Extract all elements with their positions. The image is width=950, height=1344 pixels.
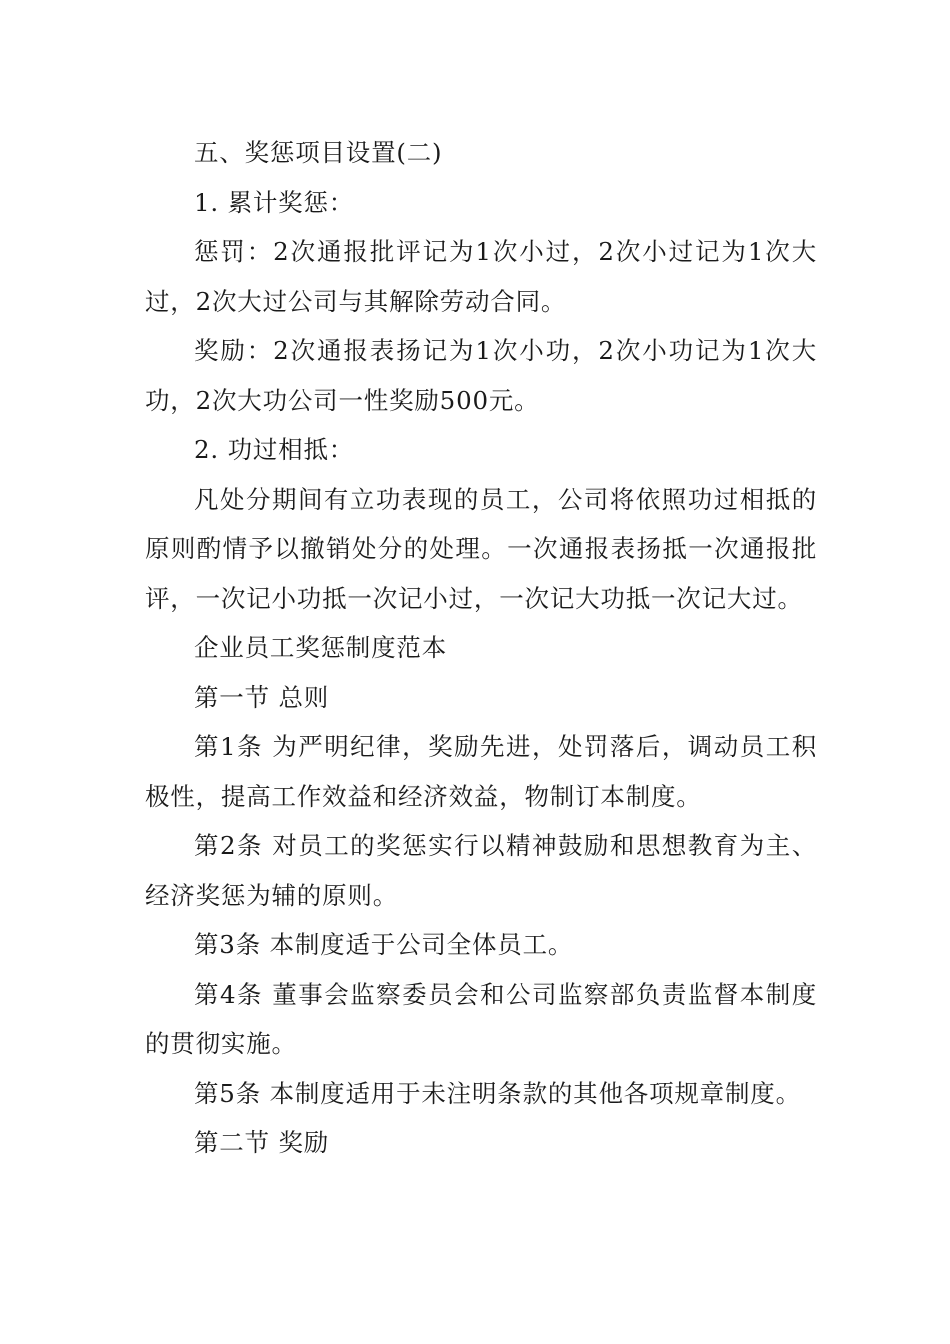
section-heading: 第一节 总则 — [194, 682, 330, 712]
article-paragraph: 第1条 为严明纪律，奖励先进，处罚落后，调动员工积极性，提高工作效益和经济效益，物制订本制度。 — [145, 732, 817, 811]
document-body — [145, 128, 817, 1168]
document-title: 企业员工奖惩制度范本 — [194, 633, 447, 662]
article-paragraph: 第2条 对员工的奖惩实行以精神鼓励和思想教育为主、经济奖惩为辅的原则。 — [145, 831, 817, 910]
paragraph: 惩罚：2次通报批评记为1次小过，2次小过记为1次大过，2次大过公司与其解除劳动合同。 — [145, 237, 817, 316]
subsection-heading: 2. 功过相抵： — [194, 435, 355, 464]
section-heading: 第二节 奖励 — [194, 1128, 330, 1157]
paragraph: 凡处分期间有立功表现的员工，公司将依照功过相抵的原则酌情予以撤销处分的处理。一次通报表扬抵一次通报批评，一次记小功抵一次记小过，一次记大功抵一次记大过。 — [145, 484, 817, 613]
subsection-heading: 1. 累计奖惩： — [194, 187, 355, 217]
section-heading: 五、奖惩项目设置(二) — [194, 138, 443, 167]
article-paragraph: 第5条 本制度适用于未注明条款的其他各项规章制度。 — [194, 1078, 801, 1108]
paragraph: 奖励：2次通报表扬记为1次小功，2次小功记为1次大功，2次大功公司一性奖励500元。 — [145, 336, 817, 415]
article-paragraph: 第3条 本制度适于公司全体员工。 — [194, 930, 574, 959]
article-paragraph: 第4条 董事会监察委员会和公司监察部负责监督本制度的贯彻实施。 — [145, 979, 817, 1058]
